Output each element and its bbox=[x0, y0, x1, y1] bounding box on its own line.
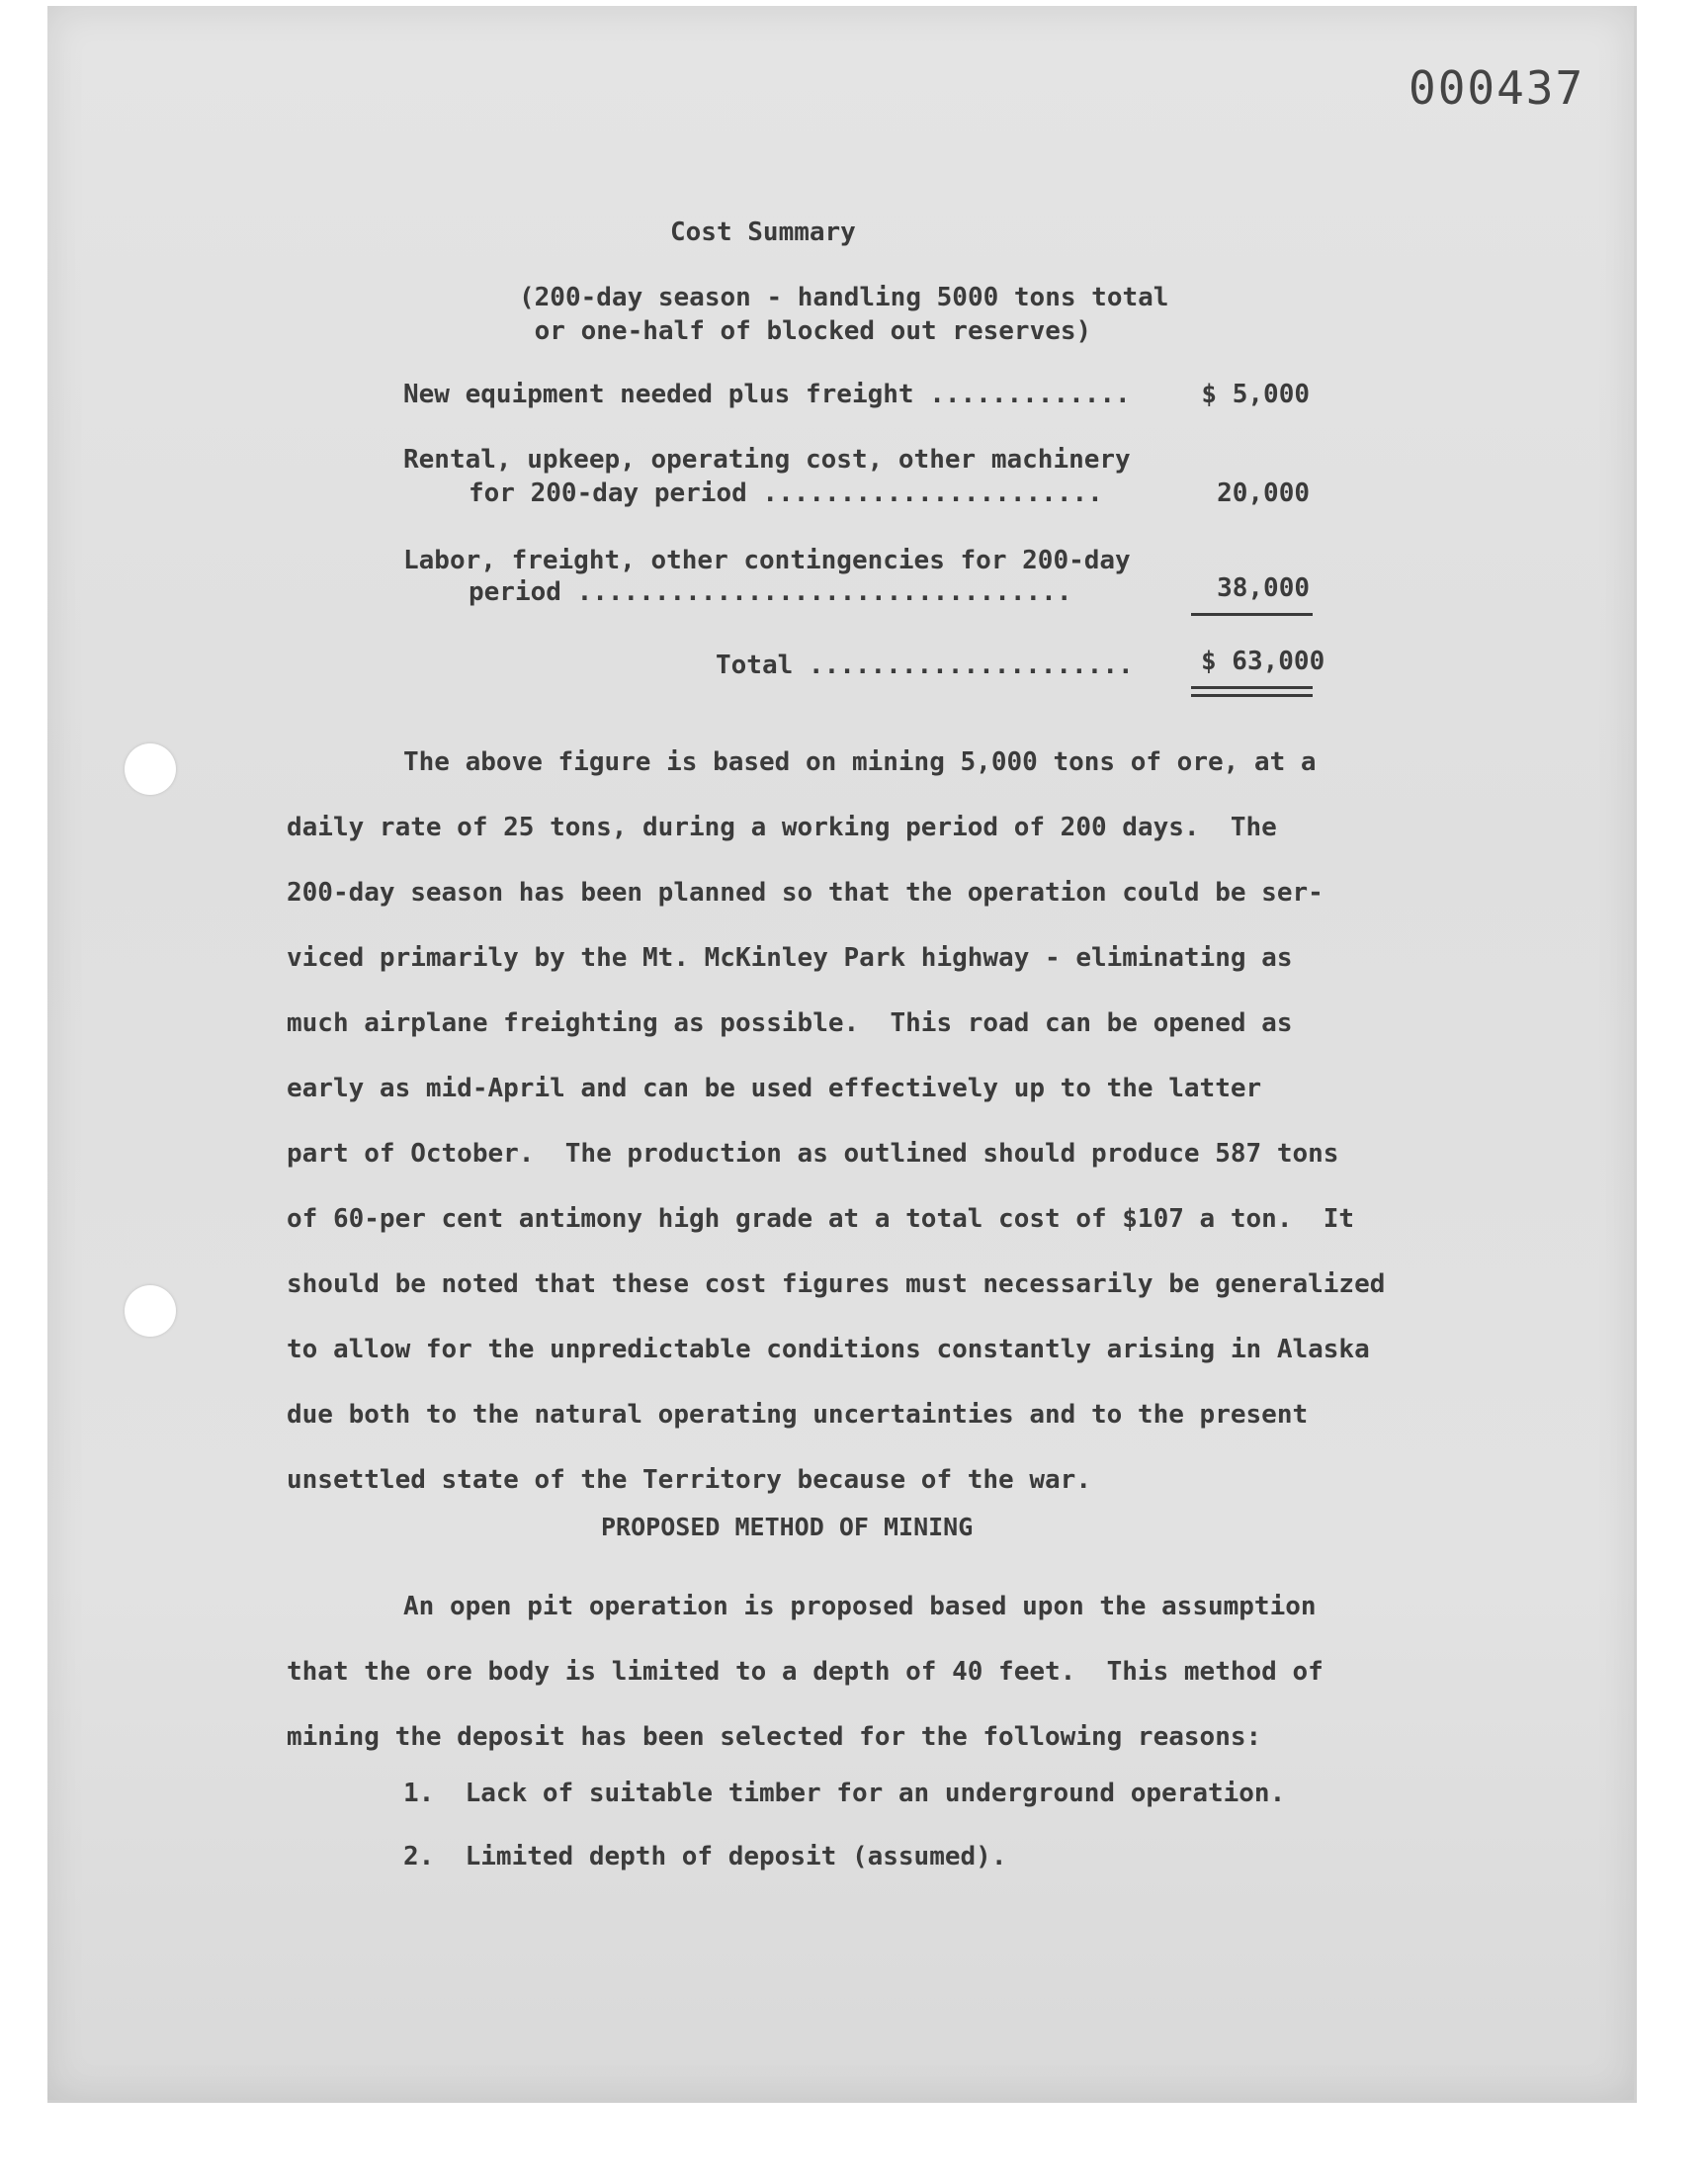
page-number: 000437 bbox=[1409, 61, 1585, 115]
cost-item-label: Labor, freight, other contingencies for 200-day bbox=[403, 546, 1131, 575]
reasons-list bbox=[403, 1762, 1285, 1888]
list-item: 1. Lack of suitable timber for an underground operation. bbox=[403, 1779, 1286, 1808]
paragraph-line: to allow for the unpredictable conditions constantly arising in Alaska bbox=[287, 1335, 1370, 1364]
paragraph-line: part of October. The production as outlined should produce 587 tons bbox=[287, 1139, 1339, 1169]
subtotal-rule bbox=[1191, 613, 1313, 616]
total-double-rule-top bbox=[1191, 686, 1313, 689]
cost-item-label-continued: for 200-day period ...................... bbox=[469, 478, 1103, 508]
paragraph-line: 200-day season has been planned so that the operation could be ser- bbox=[287, 878, 1324, 908]
cost-item-amount: $ 5,000 bbox=[1201, 380, 1310, 409]
punch-hole-top bbox=[125, 743, 176, 795]
cost-item-amount: 20,000 bbox=[1217, 478, 1310, 508]
cost-item-label: Rental, upkeep, operating cost, other machinery bbox=[403, 445, 1131, 475]
cost-item-amount: 38,000 bbox=[1217, 573, 1310, 603]
paragraph-line: mining the deposit has been selected for the following reasons: bbox=[287, 1722, 1262, 1752]
paragraph-line: due both to the natural operating uncertainties and to the present bbox=[287, 1400, 1309, 1430]
cost-item-label-continued: period ................................ bbox=[469, 577, 1072, 607]
paragraph-line: viced primarily by the Mt. McKinley Park highway - eliminating as bbox=[287, 943, 1293, 973]
total-label: Total ..................... bbox=[716, 651, 1134, 680]
cost-summary-subtitle bbox=[519, 281, 1168, 348]
subtitle-line-2: or one-half of blocked out reserves) bbox=[534, 316, 1092, 346]
paragraph-line: The above figure is based on mining 5,000 tons of ore, at a bbox=[403, 747, 1317, 777]
paragraph-line: daily rate of 25 tons, during a working period of 200 days. The bbox=[287, 813, 1277, 842]
paragraph-line: early as mid-April and can be used effectively up to the latter bbox=[287, 1074, 1262, 1103]
list-item: 2. Limited depth of deposit (assumed). bbox=[403, 1842, 1007, 1871]
subtitle-line-1: (200-day season - handling 5000 tons total bbox=[519, 283, 1169, 312]
paragraph-line: An open pit operation is proposed based upon the assumption bbox=[403, 1592, 1317, 1621]
paragraph-line: of 60-per cent antimony high grade at a total cost of $107 a ton. It bbox=[287, 1204, 1355, 1234]
punch-hole-bottom bbox=[125, 1285, 176, 1337]
cost-item-label: New equipment needed plus freight ............. bbox=[403, 380, 1131, 409]
paragraph-line: unsettled state of the Territory because of the war. bbox=[287, 1465, 1091, 1495]
total-double-rule-bottom bbox=[1191, 694, 1313, 697]
paragraph-line: that the ore body is limited to a depth of 40 feet. This method of bbox=[287, 1657, 1324, 1687]
paragraph-line: should be noted that these cost figures must necessarily be generalized bbox=[287, 1269, 1386, 1299]
section-heading: PROPOSED METHOD OF MINING bbox=[601, 1513, 974, 1541]
body-paragraph bbox=[287, 730, 1493, 1513]
total-amount: $ 63,000 bbox=[1201, 647, 1325, 676]
paragraph-line: much airplane freighting as possible. This road can be opened as bbox=[287, 1008, 1293, 1038]
body-paragraph bbox=[287, 1574, 1324, 1770]
cost-summary-title: Cost Summary bbox=[670, 218, 856, 247]
